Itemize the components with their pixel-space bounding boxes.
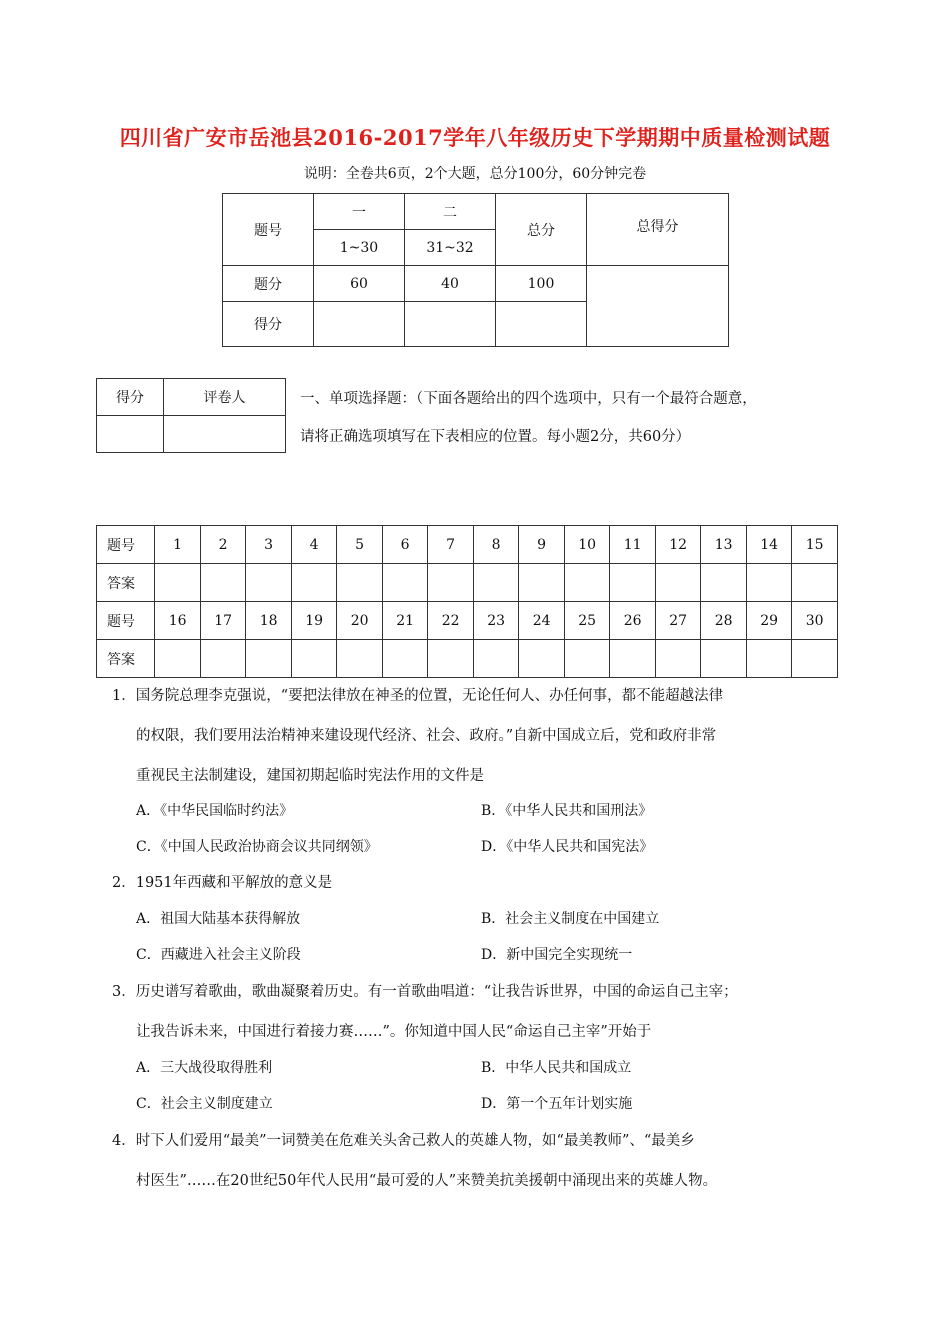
- answer-cell-16[interactable]: [155, 640, 201, 678]
- option-c[interactable]: C．社会主义制度建立: [136, 1096, 273, 1112]
- question-4: [112, 1121, 852, 1201]
- answer-grid-num-label: 题号: [97, 602, 155, 640]
- answer-grid-ans-label: 答案: [97, 564, 155, 602]
- question-number-8: 8: [473, 526, 519, 564]
- answer-cell-13[interactable]: [701, 564, 747, 602]
- question-number-3: 3: [246, 526, 292, 564]
- answer-cell-28[interactable]: [701, 640, 747, 678]
- score-part1: 60: [314, 266, 405, 302]
- answer-cell-24[interactable]: [519, 640, 565, 678]
- option-b[interactable]: B．中华人民共和国成立: [481, 1060, 632, 1076]
- got-total-cell[interactable]: [496, 302, 587, 347]
- answer-cell-9[interactable]: [519, 564, 565, 602]
- answer-cell-1[interactable]: [155, 564, 201, 602]
- answer-cell-10[interactable]: [564, 564, 610, 602]
- header-tihao: 题号: [223, 194, 314, 266]
- question-number-11: 11: [610, 526, 656, 564]
- question-2-line1: 2．1951年西藏和平解放的意义是: [112, 875, 333, 891]
- question-number-30: 30: [792, 602, 838, 640]
- answer-cell-14[interactable]: [746, 564, 792, 602]
- question-number-6: 6: [382, 526, 428, 564]
- question-3-line2: 让我告诉未来，中国进行着接力赛……”。你知道中国人民“命运自己主宰”开始于: [136, 1024, 652, 1040]
- question-4-line2: 村医生”……在20世纪50年代人民用“最可爱的人”来赞美抗美援朝中涌现出来的英雄人物。: [136, 1173, 718, 1189]
- header-grand-total: 总得分: [587, 194, 729, 266]
- grader-reviewer-label: 评卷人: [164, 379, 286, 416]
- question-number-10: 10: [564, 526, 610, 564]
- question-number-9: 9: [519, 526, 565, 564]
- score-total: 100: [496, 266, 587, 302]
- answer-cell-18[interactable]: [246, 640, 292, 678]
- question-number-28: 28: [701, 602, 747, 640]
- option-a[interactable]: A．《中华民国临时约法》: [136, 803, 294, 819]
- option-d[interactable]: D．《中华人民共和国宪法》: [481, 839, 654, 855]
- answer-cell-19[interactable]: [291, 640, 337, 678]
- section-one-line1: 一、单项选择题：（下面各题给出的四个选项中，只有一个最符合题意，: [300, 391, 757, 407]
- question-number-5: 5: [337, 526, 383, 564]
- grader-score-cell[interactable]: [97, 416, 164, 453]
- option-d[interactable]: D．新中国完全实现统一: [481, 947, 633, 963]
- answer-grid-ans-label: 答案: [97, 640, 155, 678]
- row-got-label: 得分: [223, 302, 314, 347]
- option-a[interactable]: A．三大战役取得胜利: [136, 1060, 273, 1076]
- option-c[interactable]: C．《中国人民政治协商会议共同纲领》: [136, 839, 378, 855]
- got-part1-cell[interactable]: [314, 302, 405, 347]
- question-number-1: 1: [155, 526, 201, 564]
- option-d[interactable]: D．第一个五年计划实施: [481, 1096, 633, 1112]
- question-number-17: 17: [200, 602, 246, 640]
- answer-cell-29[interactable]: [746, 640, 792, 678]
- header-total: 总分: [496, 194, 587, 266]
- question-number-16: 16: [155, 602, 201, 640]
- question-number-23: 23: [473, 602, 519, 640]
- question-number-20: 20: [337, 602, 383, 640]
- answer-cell-25[interactable]: [564, 640, 610, 678]
- score-summary-table: [222, 193, 729, 347]
- exam-title: 四川省广安市岳池县2016-2017学年八年级历史下学期期中质量检测试题: [119, 125, 831, 150]
- grader-reviewer-cell[interactable]: [164, 416, 286, 453]
- question-1-line2: 的权限，我们要用法治精神来建设现代经济、社会、政府。”自新中国成立后，党和政府非常: [136, 728, 717, 744]
- answer-cell-3[interactable]: [246, 564, 292, 602]
- range-part2: 31~32: [405, 230, 496, 266]
- section-one-line2: 请将正确选项填写在下表相应的位置。每小题2分，共60分）: [300, 429, 691, 445]
- answer-cell-23[interactable]: [473, 640, 519, 678]
- option-b[interactable]: B．《中华人民共和国刑法》: [481, 803, 653, 819]
- answer-cell-7[interactable]: [428, 564, 474, 602]
- answer-cell-8[interactable]: [473, 564, 519, 602]
- question-1: [112, 676, 852, 796]
- answer-cell-21[interactable]: [382, 640, 428, 678]
- question-number-13: 13: [701, 526, 747, 564]
- answer-grid-num-label: 题号: [97, 526, 155, 564]
- answer-cell-4[interactable]: [291, 564, 337, 602]
- grand-total-cell[interactable]: [587, 266, 729, 347]
- question-number-12: 12: [655, 526, 701, 564]
- section-one-heading: [300, 380, 860, 456]
- question-4-line1: 4．时下人们爱用“最美”一词赞美在危难关头舍己救人的英雄人物，如“最美教师”、“最美乡: [112, 1133, 695, 1149]
- score-part2: 40: [405, 266, 496, 302]
- question-number-19: 19: [291, 602, 337, 640]
- question-number-18: 18: [246, 602, 292, 640]
- answer-cell-26[interactable]: [610, 640, 656, 678]
- got-part2-cell[interactable]: [405, 302, 496, 347]
- question-1-line1: 1．国务院总理李克强说，“要把法律放在神圣的位置，无论任何人、办任何事，都不能超越法律: [112, 688, 724, 704]
- question-2: [112, 863, 852, 903]
- header-part2: 二: [405, 194, 496, 230]
- question-number-2: 2: [200, 526, 246, 564]
- grader-score-label: 得分: [97, 379, 164, 416]
- question-number-14: 14: [746, 526, 792, 564]
- option-b[interactable]: B．社会主义制度在中国建立: [481, 911, 660, 927]
- question-number-4: 4: [291, 526, 337, 564]
- question-number-26: 26: [610, 602, 656, 640]
- question-number-7: 7: [428, 526, 474, 564]
- question-number-24: 24: [519, 602, 565, 640]
- answer-cell-5[interactable]: [337, 564, 383, 602]
- option-a[interactable]: A．祖国大陆基本获得解放: [136, 911, 301, 927]
- answer-cell-12[interactable]: [655, 564, 701, 602]
- answer-cell-27[interactable]: [655, 640, 701, 678]
- question-number-27: 27: [655, 602, 701, 640]
- question-number-25: 25: [564, 602, 610, 640]
- answer-cell-6[interactable]: [382, 564, 428, 602]
- header-part1: 一: [314, 194, 405, 230]
- answer-cell-30[interactable]: [792, 640, 838, 678]
- answer-cell-15[interactable]: [792, 564, 838, 602]
- question-3-line1: 3．历史谱写着歌曲，歌曲凝聚着历史。有一首歌曲唱道：“让我告诉世界，中国的命运自己主宰；: [112, 984, 738, 1000]
- question-3: [112, 972, 852, 1052]
- question-number-21: 21: [382, 602, 428, 640]
- answer-grid: [96, 525, 838, 678]
- answer-cell-17[interactable]: [200, 640, 246, 678]
- question-number-22: 22: [428, 602, 474, 640]
- exam-note: 说明：全卷共6页，2个大题，总分100分，60分钟完卷: [303, 166, 647, 182]
- answer-cell-20[interactable]: [337, 640, 383, 678]
- question-number-29: 29: [746, 602, 792, 640]
- question-number-15: 15: [792, 526, 838, 564]
- option-c[interactable]: C．西藏进入社会主义阶段: [136, 947, 301, 963]
- answer-cell-22[interactable]: [428, 640, 474, 678]
- question-1-line3: 重视民主法制建设，建国初期起临时宪法作用的文件是: [136, 768, 484, 784]
- answer-cell-11[interactable]: [610, 564, 656, 602]
- row-score-label: 题分: [223, 266, 314, 302]
- range-part1: 1~30: [314, 230, 405, 266]
- answer-cell-2[interactable]: [200, 564, 246, 602]
- grader-table: [96, 378, 286, 453]
